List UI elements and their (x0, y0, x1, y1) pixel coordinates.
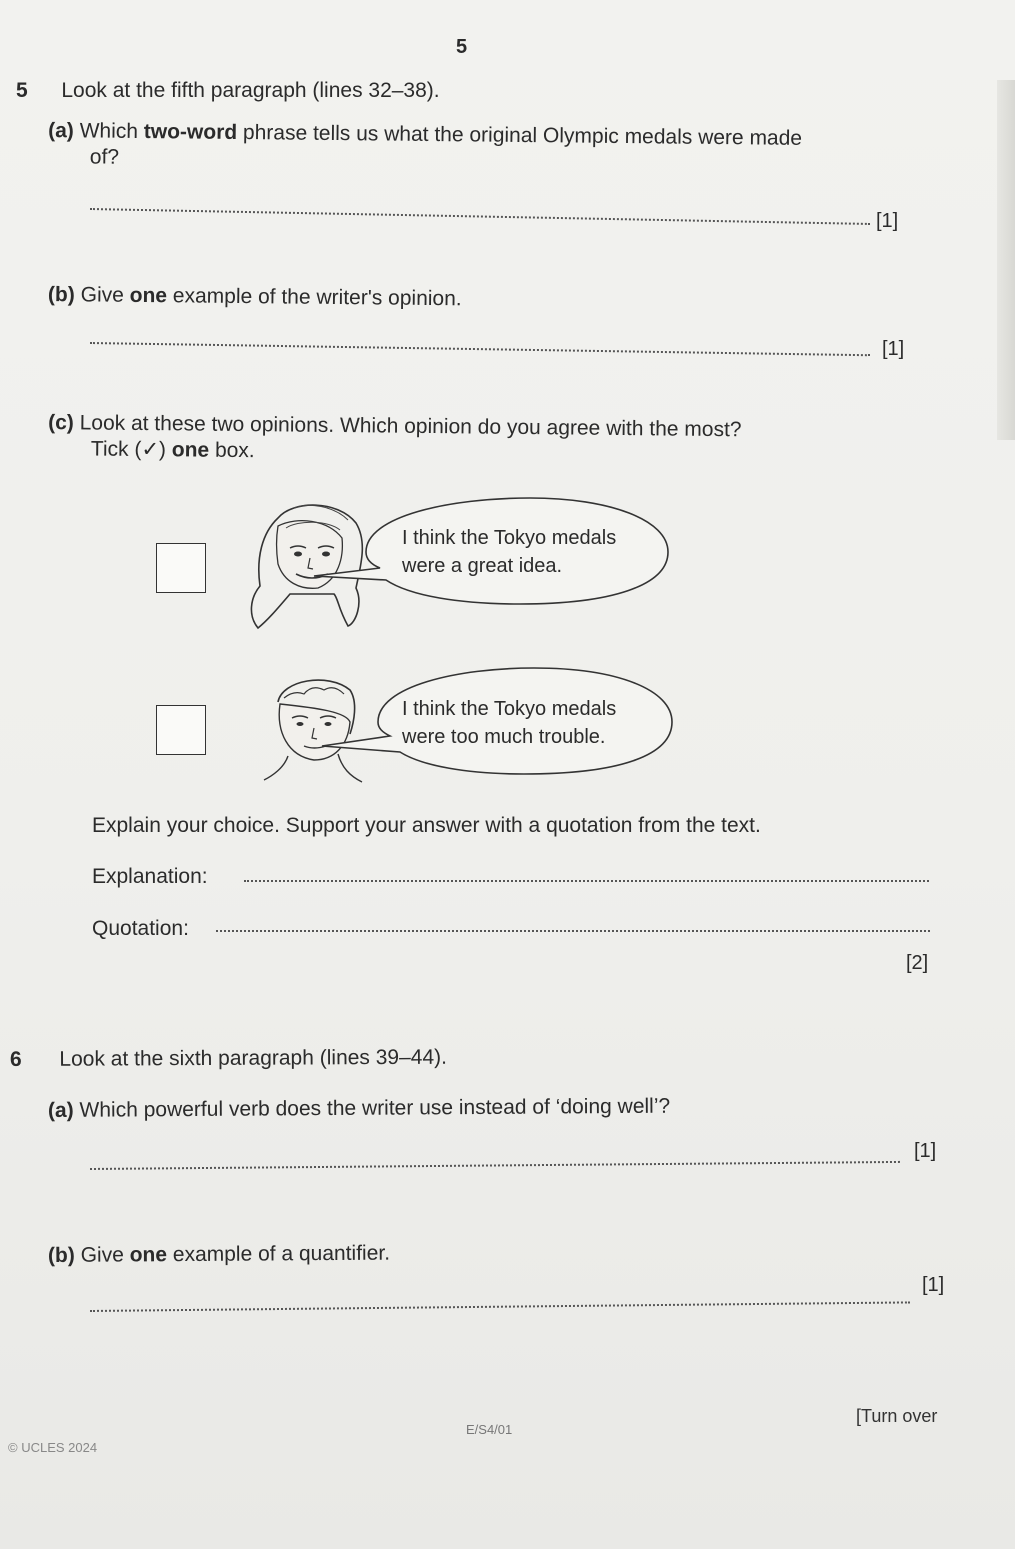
part-text-bold: two-word (143, 120, 238, 144)
opinion-1-line-2: were a great idea. (402, 555, 563, 577)
question-text: Look at the sixth paragraph (lines 39–44). (59, 1045, 448, 1071)
part-letter: (a) (48, 119, 74, 143)
question-5c (48, 410, 742, 469)
question-6b (48, 1241, 390, 1269)
question-6a (48, 1094, 670, 1124)
quotation-label: Quotation: (92, 917, 189, 940)
tick-instruction (48, 436, 742, 469)
question-5b (48, 282, 462, 312)
quotation-answer-line[interactable] (216, 930, 930, 932)
part-text-pre: Give (80, 283, 130, 307)
part-letter: (c) (48, 411, 74, 435)
opinion-1-line-1: I think the Tokyo medals (402, 527, 617, 549)
part-text-post: phrase tells us what the original Olympic medals were made (237, 120, 803, 150)
question-5a (48, 118, 918, 179)
part-text-bold: one (129, 283, 168, 308)
copyright-notice: © UCLES 2024 (8, 1440, 98, 1455)
explanation-label: Explanation: (92, 865, 208, 888)
opinion-1-text (402, 524, 616, 580)
page-edge-shadow (997, 80, 1015, 440)
part-letter: (a) (47, 1098, 74, 1122)
explain-instruction: Explain your choice. Support your answer with a quotation from the text. (92, 814, 761, 837)
part-letter: (b) (47, 283, 75, 307)
opinion-2-line-1: I think the Tokyo medals (402, 698, 617, 720)
explanation-answer-line[interactable] (244, 880, 929, 882)
part-text-pre: Which (79, 119, 144, 144)
part-text: Look at these two opinions. Which opinion do you agree with the most? (79, 411, 742, 442)
mark-5a: [1] (876, 210, 899, 232)
question-number: 5 (16, 79, 28, 102)
tick-box-opinion-2[interactable] (156, 705, 206, 755)
opinion-2-line-2: were too much trouble. (402, 726, 606, 748)
answer-line-5b[interactable] (90, 342, 870, 356)
tick-post: box. (209, 438, 255, 463)
answer-line-5a[interactable] (90, 208, 870, 225)
question-5-stem (16, 78, 440, 104)
part-text-bold: one (129, 1243, 168, 1267)
mark-5c: [2] (906, 952, 929, 974)
question-text: Look at the fifth paragraph (lines 32–38). (61, 79, 440, 102)
part-letter: (b) (47, 1243, 75, 1267)
mark-6b: [1] (922, 1274, 945, 1296)
mark-6a: [1] (914, 1140, 937, 1162)
question-number: 6 (9, 1047, 22, 1071)
tick-bold: one (171, 438, 210, 462)
part-text-post: example of the writer's opinion. (166, 284, 462, 311)
part-text: Which powerful verb does the writer use instead of ‘doing well’? (79, 1094, 671, 1122)
part-text-post: example of a quantifier. (166, 1241, 391, 1267)
tick-pre: Tick (✓) (90, 437, 172, 462)
part-text-line2: of? (89, 145, 120, 169)
answer-line-6a[interactable] (90, 1161, 900, 1170)
opinion-2-text (402, 695, 616, 751)
turn-over-label: [Turn over (856, 1406, 938, 1426)
part-text-pre: Give (80, 1243, 130, 1267)
answer-line-6b[interactable] (90, 1301, 910, 1312)
page-number: 5 (456, 36, 468, 58)
paper-code: E/S4/01 (466, 1422, 513, 1437)
question-6-stem (10, 1045, 447, 1073)
tick-box-opinion-1[interactable] (156, 543, 206, 593)
mark-5b: [1] (882, 338, 905, 360)
